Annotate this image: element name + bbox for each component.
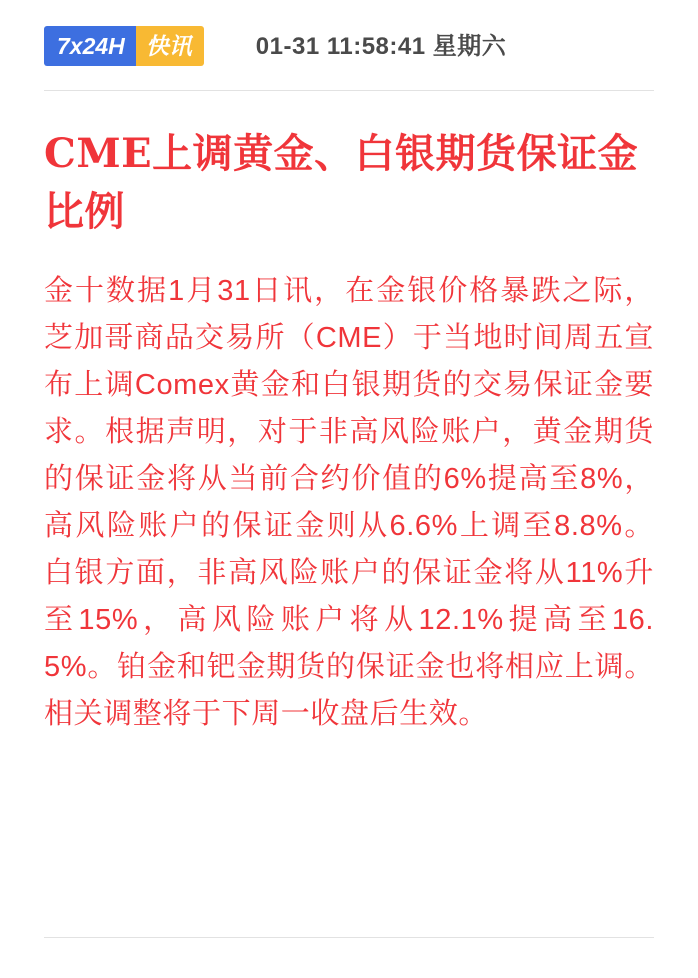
- article: [0, 125, 698, 737]
- badge-label-7x24h: 7x24H: [44, 26, 136, 66]
- article-body: 金十数据1月31日讯，在金银价格暴跌之际，芝加哥商品交易所（CME）于当地时间周五宣布上调Comex黄金和白银期货的交易保证金要求。根据声明，对于非高风险账户，黄金期货的保证金将从当前合约价值的6%提高至8%，高风险账户的保证金则从6.6%上调至8.8%。白银方面，非高风险账户的保证金将从11%升至15%，高风险账户将从12.1%提高至16.5%。铂金和钯金期货的保证金也将相应上调。相关调整将于下周一收盘后生效。: [44, 274, 654, 730]
- page-header: [0, 0, 698, 66]
- timestamp: 01-31 11:58:41 星期六: [255, 33, 507, 60]
- footer-divider: [44, 937, 654, 938]
- header-divider: [44, 90, 654, 91]
- news-flash-badge: [44, 26, 204, 66]
- page-title: CME上调黄金、白银期货保证金比例: [44, 130, 639, 235]
- badge-label-kuaixun: 快讯: [136, 26, 204, 66]
